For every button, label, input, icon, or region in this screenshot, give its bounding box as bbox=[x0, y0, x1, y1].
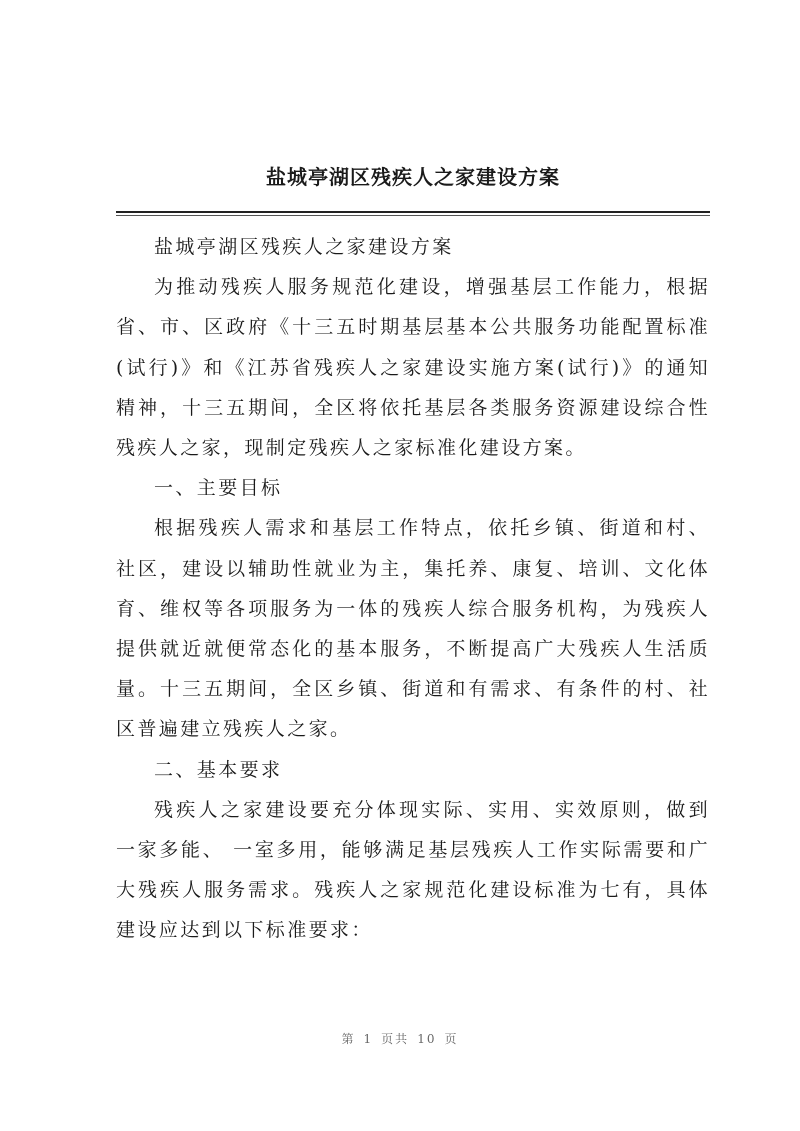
body-paragraph-heading: 盐城亭湖区残疾人之家建设方案 bbox=[154, 236, 454, 258]
footer-suffix: 页 bbox=[444, 1032, 459, 1046]
body-paragraph-intro: 为推动残疾人服务规范化建设，增强基层工作能力，根据省、市、区政府《十三五时期基层基本公共服务功能配置标准(试行)》和《江苏省残疾人之家建设实施方案(试行)》的通知精神，十三五期间，全区将依托基层各类服务资源建设综合性残疾人之家，现制定残疾人之家标准化建设方案。 bbox=[116, 276, 710, 460]
section-heading-requirements: 二、基本要求 bbox=[154, 758, 283, 781]
body-paragraph-requirements: 残疾人之家建设要充分体现实际、实用、实效原则，做到一家多能、 一室多用，能够满足基层残疾人工作实际需要和广大残疾人服务需求。残疾人之家规范化建设标准为七有，具体建设应达到以下标准要求： bbox=[116, 798, 710, 942]
document-title: 盐城亭湖区残疾人之家建设方案 bbox=[266, 165, 560, 189]
document-body bbox=[116, 227, 710, 951]
section-heading-goals: 一、主要目标 bbox=[154, 477, 283, 500]
footer-total-pages: 10 bbox=[417, 1032, 437, 1046]
document-header bbox=[116, 160, 710, 194]
page-footer bbox=[0, 1030, 800, 1047]
body-paragraph-goals: 根据残疾人需求和基层工作特点，依托乡镇、街道和村、社区，建设以辅助性就业为主，集托养、康复、培训、文化体育、维权等各项服务为一体的残疾人综合服务机构，为残疾人提供就近就便常态化的基本服务，不断提高广大残疾人生活质量。十三五期间，全区乡镇、街道和有需求、有条件的村、社区普遍建立残疾人之家。 bbox=[116, 517, 710, 741]
header-divider bbox=[116, 211, 710, 213]
footer-middle: 页共 bbox=[381, 1032, 410, 1046]
header-divider-thin bbox=[116, 215, 710, 216]
footer-page-number: 1 bbox=[363, 1032, 374, 1046]
footer-prefix: 第 bbox=[341, 1032, 356, 1046]
